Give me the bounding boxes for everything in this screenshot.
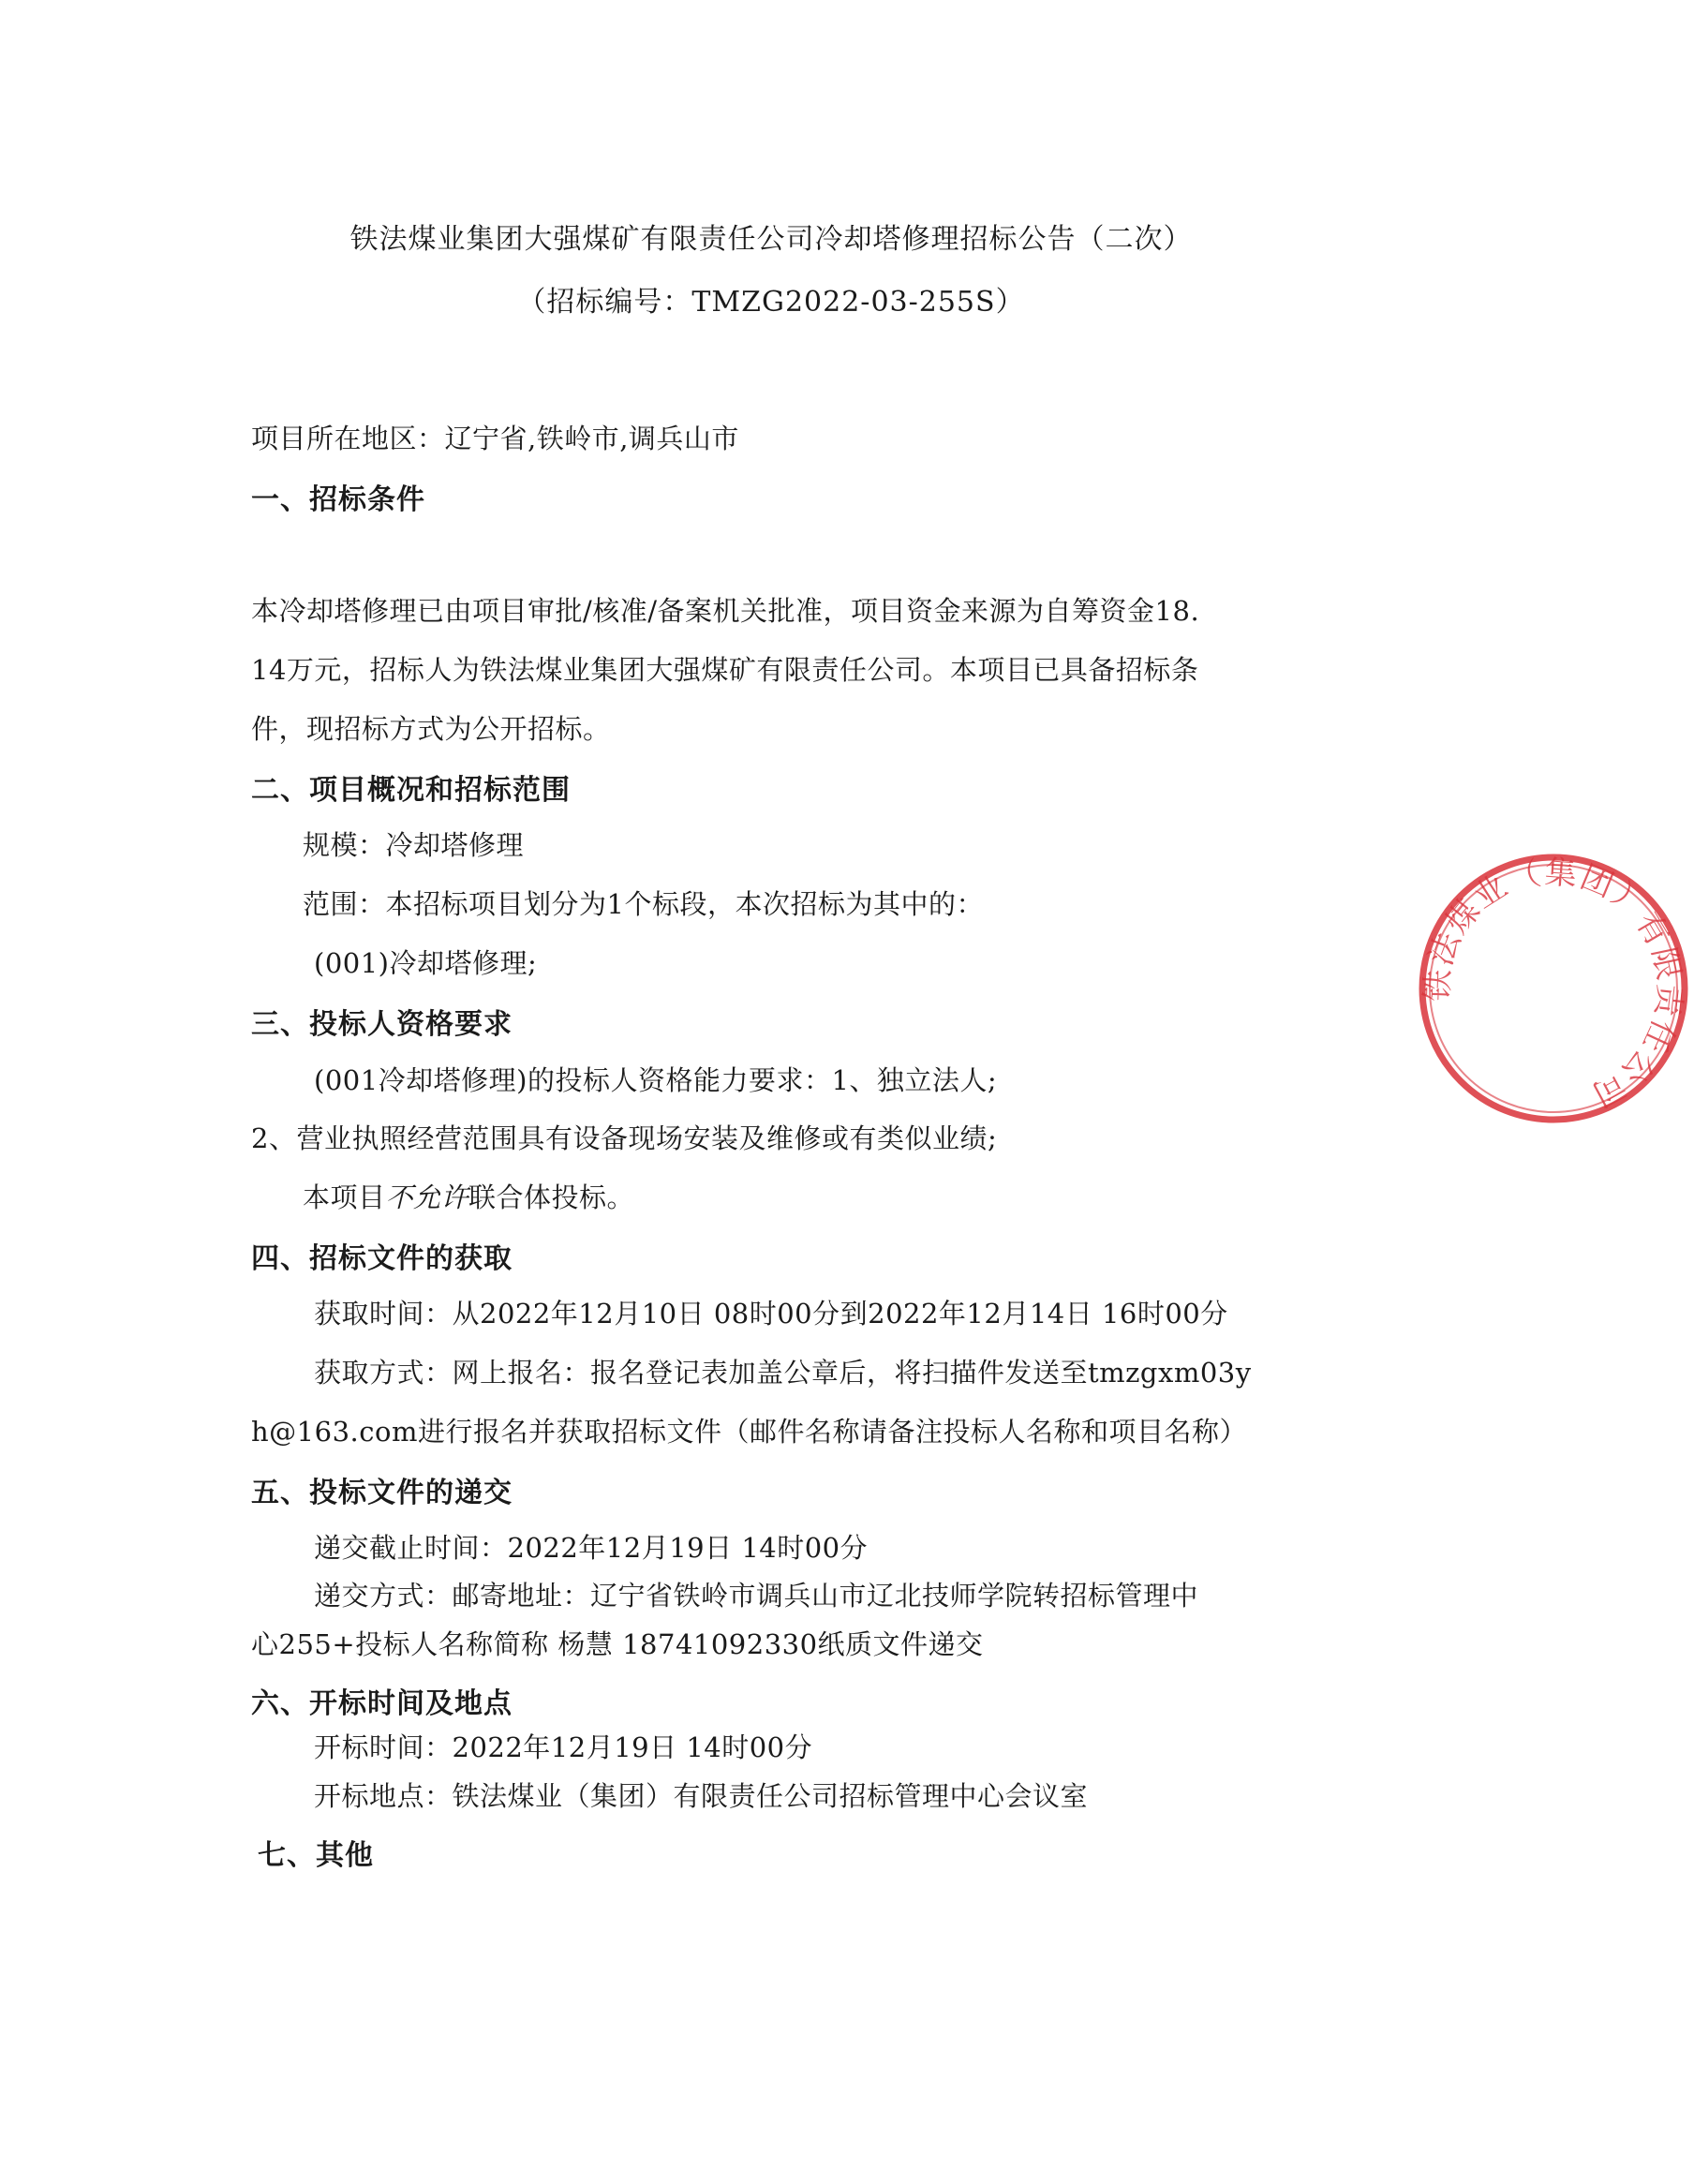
- project-region: 项目所在地区：辽宁省,铁岭市,调兵山市: [251, 423, 739, 454]
- consortium-line: [303, 1177, 634, 1215]
- section-heading-4: 四、招标文件的获取: [251, 1242, 513, 1275]
- paragraph-line: 件，现招标方式为公开招标。: [251, 713, 611, 745]
- paragraph-line: 获取方式：网上报名：报名登记表加盖公章后，将扫描件发送至tmzgxm03y: [314, 1357, 1252, 1389]
- tender-number: （招标编号：TMZG2022-03-255S）: [517, 286, 1025, 319]
- paragraph-line: 规模：冷却塔修理: [303, 829, 525, 861]
- document-title: 铁法煤业集团大强煤矿有限责任公司冷却塔修理招标公告（二次）: [349, 223, 1193, 256]
- section-heading-2: 二、项目概况和招标范围: [251, 774, 571, 807]
- paragraph-line: 本冷却塔修理已由项目审批/核准/备案机关批准，项目资金来源为自筹资金18.: [251, 595, 1200, 627]
- paragraph-line: 2、营业执照经营范围具有设备现场安装及维修或有类似业绩;: [251, 1122, 998, 1154]
- section-heading-7: 七、其他: [258, 1839, 374, 1872]
- paragraph-line: (001)冷却塔修理;: [314, 947, 538, 979]
- paragraph-line: 开标地点：铁法煤业（集团）有限责任公司招标管理中心会议室: [314, 1780, 1089, 1812]
- paragraph-line: (001冷却塔修理)的投标人资格能力要求：1、独立法人;: [314, 1064, 998, 1096]
- consortium-emphasis: 不允许: [385, 1181, 469, 1213]
- consortium-prefix: 本项目: [303, 1181, 386, 1213]
- section-heading-1: 一、招标条件: [251, 483, 425, 516]
- paragraph-line: 获取时间：从2022年12月10日 08时00分到2022年12月14日 16时00分: [314, 1298, 1228, 1330]
- consortium-suffix: 联合体投标。: [468, 1181, 635, 1213]
- section-heading-6: 六、开标时间及地点: [251, 1687, 513, 1720]
- paragraph-line: 范围：本招标项目划分为1个标段，本次招标为其中的：: [303, 888, 984, 920]
- section-heading-3: 三、投标人资格要求: [251, 1008, 513, 1041]
- paragraph-line: 递交截止时间：2022年12月19日 14时00分: [314, 1532, 869, 1564]
- company-seal-stamp: [1413, 848, 1694, 1129]
- paragraph-line: 14万元，招标人为铁法煤业集团大强煤矿有限责任公司。本项目已具备招标条: [251, 654, 1199, 686]
- paragraph-line: h@163.com进行报名并获取招标文件（邮件名称请备注投标人名称和项目名称）: [251, 1416, 1247, 1448]
- seal-text: 铁法煤业（集团）有限责任公司: [1419, 854, 1689, 1115]
- paragraph-line: 递交方式：邮寄地址：辽宁省铁岭市调兵山市辽北技师学院转招标管理中: [314, 1580, 1199, 1612]
- section-heading-5: 五、投标文件的递交: [251, 1477, 513, 1509]
- paragraph-line: 开标时间：2022年12月19日 14时00分: [314, 1731, 813, 1763]
- paragraph-line: 心255+投标人名称简称 杨慧 18741092330纸质文件递交: [251, 1628, 984, 1660]
